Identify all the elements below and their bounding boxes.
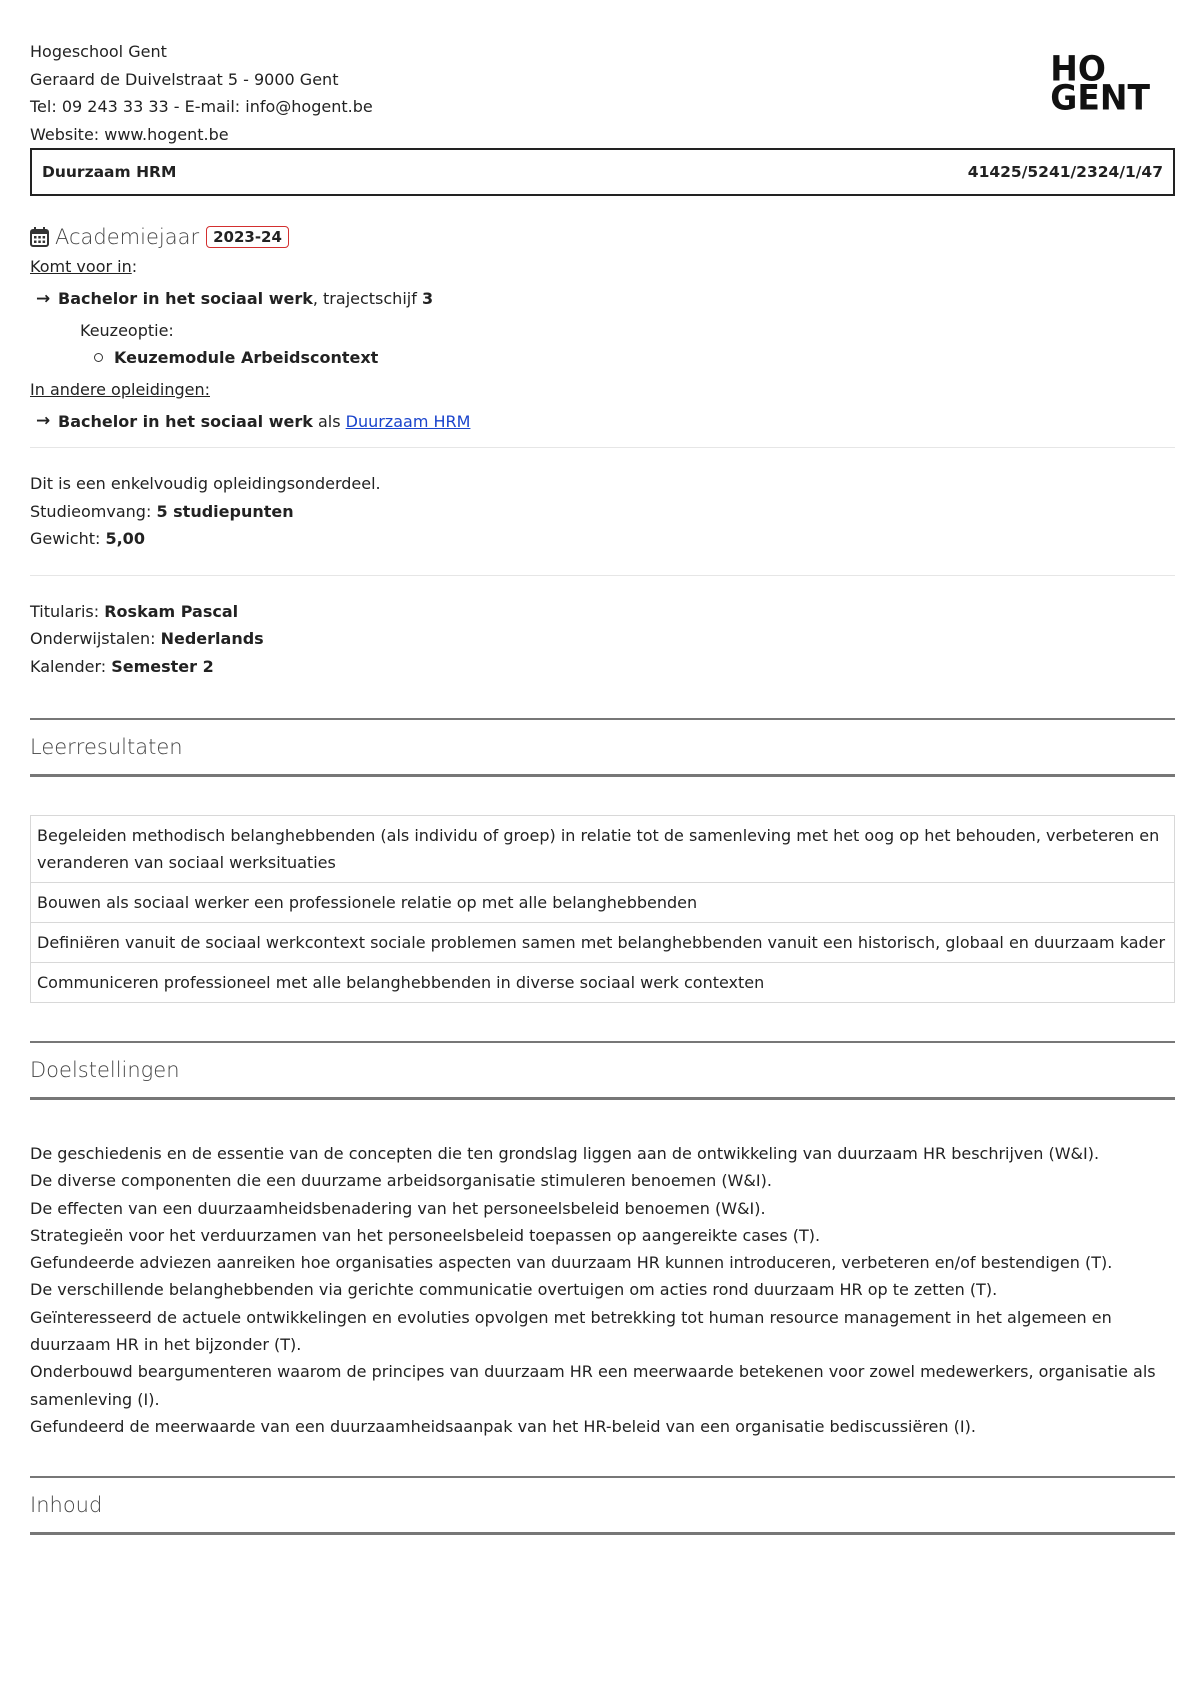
divider: [30, 575, 1175, 576]
table-row: [31, 816, 1175, 883]
course-code: 41425/5241/2324/1/47: [967, 163, 1163, 181]
school-contact: Tel: 09 243 33 33 - E-mail: info@hogent.be: [30, 97, 373, 116]
course-name: Duurzaam HRM: [42, 163, 177, 181]
page: [30, 38, 1175, 1535]
other-programs-label: In andere opleidingen:: [30, 379, 210, 399]
school-address: [30, 38, 1175, 148]
kalender-label: Kalender:: [30, 656, 112, 676]
leerresultaten-table: [30, 815, 1175, 1003]
list-item: De effecten van een duurzaamheidsbenadering van het personeelsbeleid benoemen (W&I).: [30, 1198, 766, 1218]
arrow-right-icon: →: [36, 288, 51, 309]
school-name: Hogeschool Gent: [30, 42, 167, 61]
hogent-logo: [1050, 48, 1150, 118]
other-program-item: [30, 411, 1175, 431]
calendar-icon: [30, 227, 49, 247]
titularis-label: Titularis:: [30, 601, 105, 621]
trajectschijf-value: 3: [421, 289, 434, 308]
table-row: [31, 963, 1175, 1003]
studieomvang: [30, 498, 1175, 526]
section-title-leerresultaten: Leerresultaten: [30, 718, 1175, 777]
logo-line-2: GENT: [1050, 77, 1150, 118]
logo-line-1: HO: [1050, 48, 1106, 89]
academic-year-badge: 2023-24: [206, 226, 289, 248]
duurzaam-hrm-link[interactable]: Duurzaam HRM: [345, 411, 471, 431]
keuzeoptie-value: Keuzemodule Arbeidscontext: [114, 348, 379, 367]
onderwijstalen-label: Onderwijstalen:: [30, 629, 161, 648]
list-item: Gefundeerd de meerwaarde van een duurzaamheidsaanpak van het HR-beleid van een organisatie bediscussiëren (I).: [30, 1416, 976, 1436]
titularis: [30, 598, 1175, 626]
occurs-in-heading: Komt voor in:: [30, 257, 138, 276]
list-item: Gefundeerde adviezen aanreiken hoe organisaties aspecten van duurzaam HR kunnen introduceren, verbeteren en/of bestendigen (T).: [30, 1253, 1113, 1273]
keuzeoptie-label: Keuzeoptie:: [80, 320, 174, 340]
table-cell: Communiceren professioneel met alle belanghebbenden in diverse sociaal werk contexten: [31, 963, 1175, 1003]
list-item: Strategieën voor het verduurzamen van het personeelsbeleid toepassen op aangereikte cases (T).: [30, 1225, 821, 1245]
occurs-in-program: [30, 289, 1175, 309]
list-item: De verschillende belanghebbenden via gerichte communicatie overtuigen om acties rond duurzaam HR op te zetten (T).: [30, 1280, 998, 1300]
list-item: De diverse componenten die een duurzame arbeidsorganisatie stimuleren benoemen (W&I).: [30, 1171, 772, 1191]
bullet-circle-icon: [94, 353, 103, 362]
table-cell: Bouwen als sociaal werker een professionele relatie op met alle belanghebbenden: [31, 883, 1175, 923]
section-title-doelstellingen: Doelstellingen: [30, 1041, 1175, 1100]
arrow-right-icon: →: [36, 411, 51, 431]
list-item: De geschiedenis en de essentie van de concepten die ten grondslag liggen aan de ontwikkeling van duurzaam HR beschrijven (W&I).: [30, 1144, 1100, 1163]
studieomvang-value: 5 studiepunten: [156, 501, 294, 521]
kalender-value: Semester 2: [111, 656, 214, 676]
enkelvoudig-text: Dit is een enkelvoudig opleidingsonderdeel.: [30, 474, 381, 493]
table-row: [31, 883, 1175, 923]
gewicht-value: 5,00: [105, 529, 145, 548]
titularis-value: Roskam Pascal: [104, 601, 239, 621]
gewicht: [30, 525, 1175, 553]
academic-year-label: Academiejaar: [55, 225, 200, 249]
course-details: [30, 470, 1175, 553]
course-box: [30, 148, 1175, 196]
other-program-name: Bachelor in het sociaal werk: [58, 411, 313, 431]
table-row: [31, 923, 1175, 963]
course-people: [30, 598, 1175, 681]
school-street: Geraard de Duivelstraat 5 - 9000 Gent: [30, 69, 339, 89]
table-cell: Begeleiden methodisch belanghebbenden (als individu of groep) in relatie tot de samenleving met het oog op het behouden, verbeteren en veranderen van sociaal werksituaties: [31, 816, 1175, 883]
program-name: Bachelor in het sociaal werk: [58, 289, 313, 308]
keuzeoptie-item: [30, 344, 1175, 372]
section-title-inhoud: Inhoud: [30, 1476, 1175, 1535]
other-programs-heading: [30, 376, 1175, 404]
kalender: [30, 653, 1175, 681]
header: [30, 38, 1175, 148]
academic-year: [30, 225, 1175, 249]
school-website: Website: www.hogent.be: [30, 124, 229, 144]
gewicht-label: Gewicht:: [30, 529, 106, 548]
doelstellingen-list: [30, 1140, 1175, 1440]
list-item: Onderbouwd beargumenteren waarom de principes van duurzaam HR een meerwaarde betekenen voor zowel medewerkers, organisatie als samenleving (I).: [30, 1362, 1156, 1409]
onderwijstalen-value: Nederlands: [160, 629, 264, 648]
occurs-in-label: Komt voor in: [30, 257, 132, 276]
divider: [30, 447, 1175, 448]
studieomvang-label: Studieomvang:: [30, 501, 157, 521]
list-item: Geïnteresseerd de actuele ontwikkelingen en evoluties opvolgen met betrekking tot human resource management in het algemeen en duurzaam HR in het bijzonder (T).: [30, 1307, 1112, 1355]
trajectschijf-label: , trajectschijf: [312, 289, 422, 308]
table-cell: Definiëren vanuit de sociaal werkcontext sociale problemen samen met belanghebbenden vanuit een historisch, globaal en duurzaam kader: [31, 923, 1175, 963]
als-text: als: [312, 411, 346, 431]
onderwijstalen: [30, 625, 1175, 653]
